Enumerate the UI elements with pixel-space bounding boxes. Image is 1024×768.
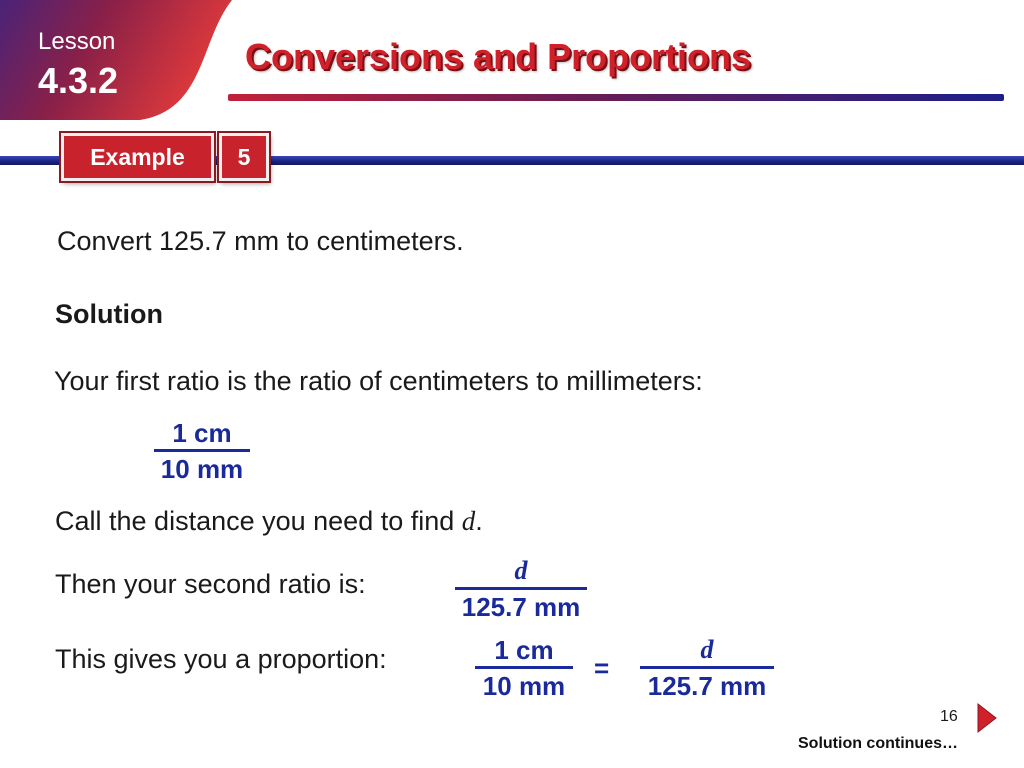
solution-heading: Solution (55, 299, 163, 329)
equals-sign: = (594, 653, 610, 683)
fraction-denominator: 10 mm (160, 454, 244, 484)
page-number: 16 (940, 708, 958, 725)
fraction-numerator: d (700, 635, 714, 664)
lesson-number: 4.3.2 (38, 60, 119, 101)
call-distance-text (55, 506, 483, 537)
call-text-before: Call the distance you need to find (55, 506, 462, 536)
proportion-right-fraction (636, 637, 778, 699)
solution-continues-text: Solution continues… (798, 735, 958, 752)
variable-d: d (461, 506, 476, 536)
fraction-numerator: 1 cm (172, 418, 232, 448)
example-label: Example (61, 133, 214, 181)
proportion-left-fraction (472, 637, 576, 699)
second-ratio-text: Then your second ratio is: (55, 569, 366, 599)
fraction-denominator: 10 mm (482, 671, 566, 701)
fraction-numerator: d (514, 556, 528, 585)
fraction-numerator: 1 cm (494, 635, 554, 665)
page-title: Conversions and Proportions (245, 36, 752, 77)
second-ratio-fraction (450, 558, 592, 620)
next-arrow-icon[interactable] (976, 702, 998, 734)
title-underline (228, 94, 1004, 101)
question-text: Convert 125.7 mm to centimeters. (57, 226, 464, 256)
lesson-label: Lesson (38, 28, 116, 55)
proportion-text: This gives you a proportion: (55, 644, 387, 674)
call-text-after: . (475, 506, 483, 536)
fraction-denominator: 125.7 mm (647, 671, 767, 701)
fraction-denominator: 125.7 mm (461, 592, 581, 622)
ratio-intro-text: Your first ratio is the ratio of centimeters to millimeters: (54, 366, 703, 396)
example-number: 5 (219, 133, 269, 181)
ratio-cm-mm-fraction (152, 420, 252, 482)
